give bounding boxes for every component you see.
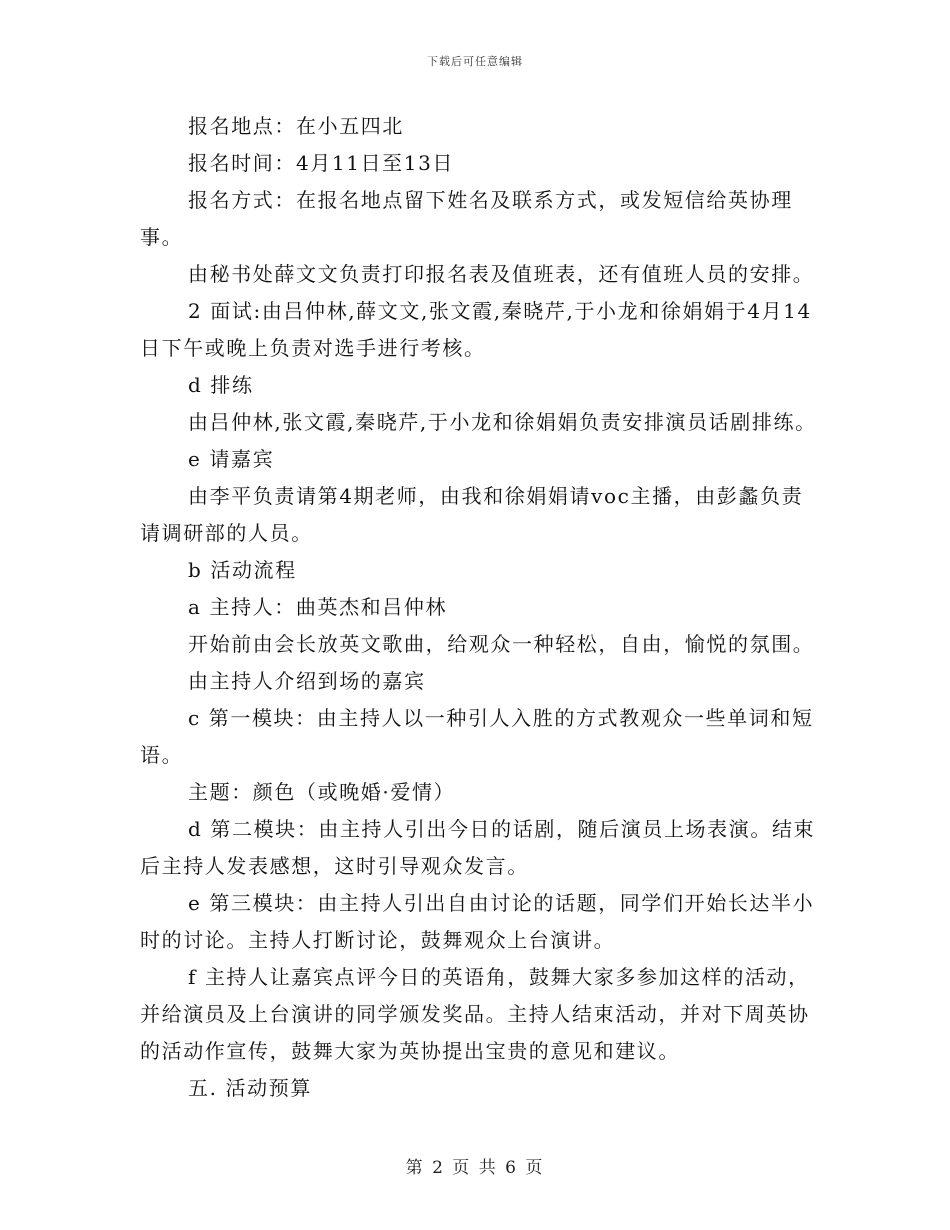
paragraph: 由吕仲林,张文霞,秦晓芹,于小龙和徐娟娟负责安排演员话剧排练。 (188, 410, 817, 434)
paragraph: e 第三模块：由主持人引出自由讨论的话题，同学们开始长达半小时的讨论。主持人打断讨论，鼓舞观众上台演讲。 (140, 891, 815, 952)
paragraph: a 主持人：曲英杰和吕仲林 (188, 595, 448, 619)
page-header: 下载后可任意编辑 (427, 55, 523, 68)
paragraph: 由李平负责请第4期老师，由我和徐娟娟请voc主播，由彭蠡负责请调研部的人员。 (140, 484, 804, 545)
paragraph: 由主持人介绍到场的嘉宾 (188, 669, 426, 693)
paragraph: 主题：颜色（或晚婚·爱情） (188, 780, 456, 804)
paragraph: 五. 活动预算 (188, 1076, 312, 1100)
paragraph: 报名方式：在报名地点留下姓名及联系方式，或发短信给英协理事。 (140, 188, 793, 249)
paragraph: 2 面试:由吕仲林,薛文文,张文霞,秦晓芹,于小龙和徐娟娟于4月14日下午或晚上负责对选手进行考核。 (140, 299, 812, 360)
paragraph: e 请嘉宾 (188, 447, 275, 471)
paragraph: 由秘书处薛文文负责打印报名表及值班表，还有值班人员的安排。 (188, 262, 815, 286)
paragraph: 报名地点：在小五四北 (188, 114, 404, 138)
paragraph: 开始前由会长放英文歌曲，给观众一种轻松，自由，愉悦的氛围。 (188, 632, 815, 656)
paragraph: d 排练 (188, 373, 254, 397)
paragraph: b 活动流程 (188, 558, 297, 582)
page-number: 第 2 页 共 6 页 (405, 1158, 545, 1178)
paragraph: f 主持人让嘉宾点评今日的英语角，鼓舞大家多参加这样的活动，并给演员及上台演讲的同学颁发奖品。主持人结束活动，并对下周英协的活动作宣传，鼓舞大家为英协提出宝贵的意见和建议。 (140, 965, 810, 1063)
paragraph: d 第二模块：由主持人引出今日的话剧，随后演员上场表演。结束后主持人发表感想，这时引导观众发言。 (140, 817, 816, 878)
paragraph: 报名时间：4月11日至13日 (188, 151, 455, 175)
paragraph: c 第一模块：由主持人以一种引人入胜的方式教观众一些单词和短语。 (140, 706, 814, 767)
document-body (140, 108, 820, 1107)
